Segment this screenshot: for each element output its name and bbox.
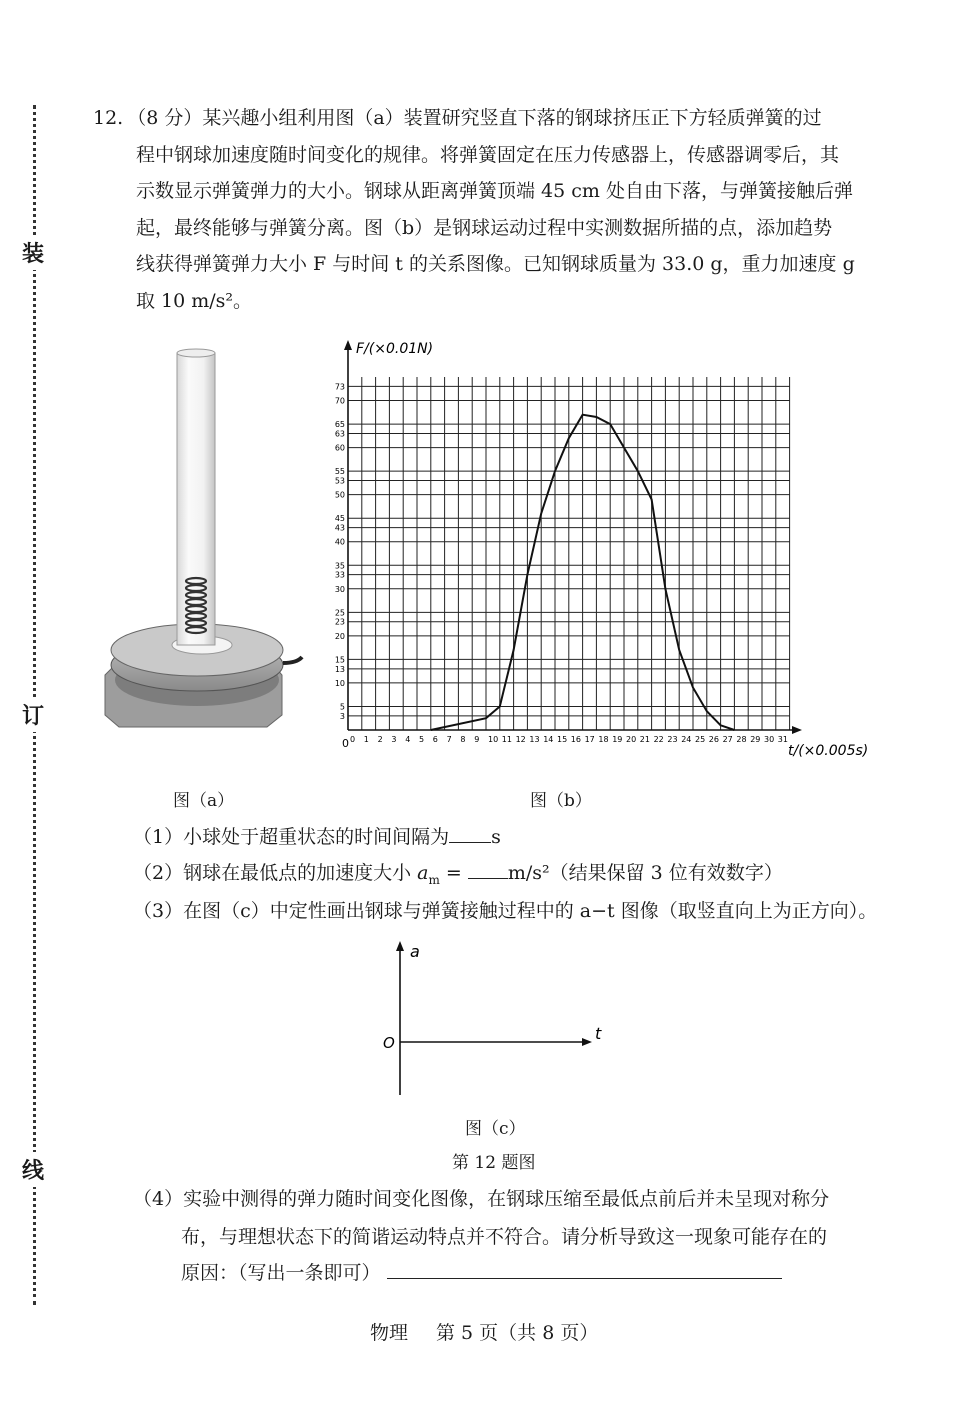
apparatus-figure [97, 345, 307, 740]
a-t-axes-figure [370, 935, 610, 1105]
x-tick-label: 14 [543, 735, 554, 744]
chart-axes [344, 340, 802, 734]
figure-a-caption: 图（a） [173, 791, 235, 811]
y-tick-label: 73 [334, 382, 345, 392]
q2-answer-blank[interactable] [468, 860, 508, 879]
q2-equals: = [439, 862, 468, 884]
intro-line-2: 程中钢球加速度随时间变化的规律。将弹簧固定在压力传感器上，传感器调零后，其 [136, 143, 840, 166]
question-intro [93, 100, 883, 319]
q4-line-3 [181, 1258, 782, 1285]
y-tick-label: 23 [334, 617, 345, 627]
q4-prompt: 原因：（写出一条即可） [181, 1262, 381, 1284]
fig-c-y-label: a [410, 942, 420, 961]
q1-answer-blank[interactable] [449, 824, 491, 843]
y-tick-label: 60 [334, 443, 345, 453]
figure-c-caption: 图（c） [465, 1119, 526, 1139]
y-axis-label: F/(×0.01N) [356, 341, 434, 357]
x-tick-label: 29 [750, 735, 761, 744]
x-tick-label: 26 [708, 735, 719, 744]
intro-line-1: （8 分）某兴趣小组利用图（a）装置研究竖直下落的钢球挤压正下方轻质弹簧的过 [127, 107, 822, 129]
origin-label: 0 [342, 737, 349, 750]
x-tick-label: 25 [695, 735, 706, 744]
y-tick-label: 33 [334, 570, 345, 580]
q4-line-1: （4）实验中测得的弹力随时间变化图像，在钢球压缩至最低点前后并未呈现对称分 [133, 1188, 830, 1210]
intro-line-4: 起，最终能够与弹簧分离。图（b）是钢球运动过程中实测数据所描的点，添加趋势 [136, 216, 833, 239]
x-tick-label: 2 [377, 735, 383, 744]
y-tick-label: 50 [334, 490, 345, 500]
q4-answer-line[interactable] [387, 1260, 782, 1279]
x-tick-label: 24 [681, 735, 692, 744]
margin-char-ding: 订 [22, 697, 44, 732]
x-tick-label: 0 [350, 735, 356, 744]
y-tick-label: 20 [334, 631, 345, 641]
y-tick-labels [335, 382, 345, 720]
page-footer [370, 1318, 598, 1345]
x-tick-label: 8 [460, 735, 466, 744]
x-tick-label: 7 [446, 735, 452, 744]
glass-tube [177, 353, 215, 645]
figure-group-caption: 第 12 题图 [452, 1153, 536, 1173]
y-tick-label: 70 [334, 396, 345, 406]
margin-char-xian: 线 [22, 1152, 44, 1187]
intro-line-5: 线获得弹簧弹力大小 F 与时间 t 的关系图像。已知钢球质量为 33.0 g，重力加速度 g [136, 253, 855, 275]
y-tick-label: 3 [339, 711, 345, 721]
x-tick-label: 5 [419, 735, 425, 744]
y-tick-label: 55 [334, 467, 345, 477]
fig-c-x-label: t [595, 1024, 602, 1043]
y-tick-label: 53 [334, 476, 345, 486]
x-tick-label: 31 [777, 735, 788, 744]
q2-text: （2）钢球在最低点的加速度大小 [133, 862, 412, 884]
x-tick-label: 10 [488, 735, 499, 744]
x-tick-label: 19 [612, 735, 623, 744]
y-tick-label: 43 [334, 523, 345, 533]
footer-subject: 物理 [370, 1322, 409, 1344]
y-tick-label: 35 [334, 561, 345, 571]
y-axis-arrow [344, 340, 352, 350]
x-tick-label: 30 [764, 735, 775, 744]
intro-line-3: 示数显示弹簧弹力的大小。钢球从距离弹簧顶端 45 cm 处自由下落，与弹簧接触后弹 [136, 180, 853, 202]
margin-char-zhuang: 装 [22, 235, 44, 270]
x-axis-arrow [792, 726, 802, 734]
y-tick-label: 40 [334, 537, 345, 547]
chart-grid [348, 377, 790, 730]
sensor-cable [283, 657, 302, 663]
x-tick-label: 13 [529, 735, 540, 744]
x-tick-label: 15 [557, 735, 568, 744]
x-tick-label: 4 [405, 735, 411, 744]
y-tick-label: 10 [334, 678, 345, 688]
x-tick-label: 9 [474, 735, 480, 744]
y-tick-label: 30 [334, 584, 345, 594]
q4-line-2: 布，与理想状态下的简谐运动特点并不符合。请分析导致这一现象可能存在的 [181, 1226, 828, 1248]
x-tick-labels [350, 735, 788, 744]
intro-line-6: 取 10 m/s²。 [136, 289, 253, 312]
y-tick-label: 45 [334, 514, 345, 524]
y-tick-label: 25 [334, 608, 345, 618]
x-tick-label: 23 [667, 735, 678, 744]
x-tick-label: 22 [653, 735, 664, 744]
x-tick-label: 11 [501, 735, 512, 744]
x-axis-label: t/(×0.005s) [788, 743, 869, 759]
q1-text: （1）小球处于超重状态的时间间隔为 [133, 826, 450, 848]
x-tick-label: 3 [391, 735, 397, 744]
x-tick-label: 12 [515, 735, 526, 744]
y-tick-label: 5 [339, 702, 345, 712]
y-tick-label: 63 [334, 429, 345, 439]
q2-unit: m/s²（结果保留 3 位有效数字） [507, 862, 783, 884]
q2-subscript: m [428, 872, 440, 887]
y-tick-label: 13 [334, 664, 345, 674]
x-tick-label: 28 [736, 735, 747, 744]
x-tick-label: 27 [722, 735, 733, 744]
footer-page: 第 5 页（共 8 页） [436, 1322, 599, 1344]
figure-b-caption: 图（b） [530, 791, 592, 811]
fig-c-origin: O [383, 1034, 395, 1052]
question-number: 12. [93, 107, 124, 129]
x-tick-label: 21 [639, 735, 650, 744]
x-tick-label: 17 [584, 735, 595, 744]
sub-question-3: （3）在图（c）中定性画出钢球与弹簧接触过程中的 a−t 图像（取竖直向上为正方向）。 [133, 900, 878, 922]
q1-unit: s [491, 826, 501, 848]
force-time-chart [330, 335, 870, 765]
x-tick-label: 20 [626, 735, 637, 744]
sub-question-1 [133, 822, 501, 849]
y-tick-label: 65 [334, 420, 345, 430]
x-tick-label: 6 [432, 735, 438, 744]
x-tick-label: 16 [570, 735, 581, 744]
q2-variable: a [417, 862, 429, 884]
sub-question-2 [133, 858, 783, 887]
y-tick-label: 15 [334, 655, 345, 665]
x-tick-label: 18 [598, 735, 609, 744]
x-tick-label: 1 [363, 735, 369, 744]
